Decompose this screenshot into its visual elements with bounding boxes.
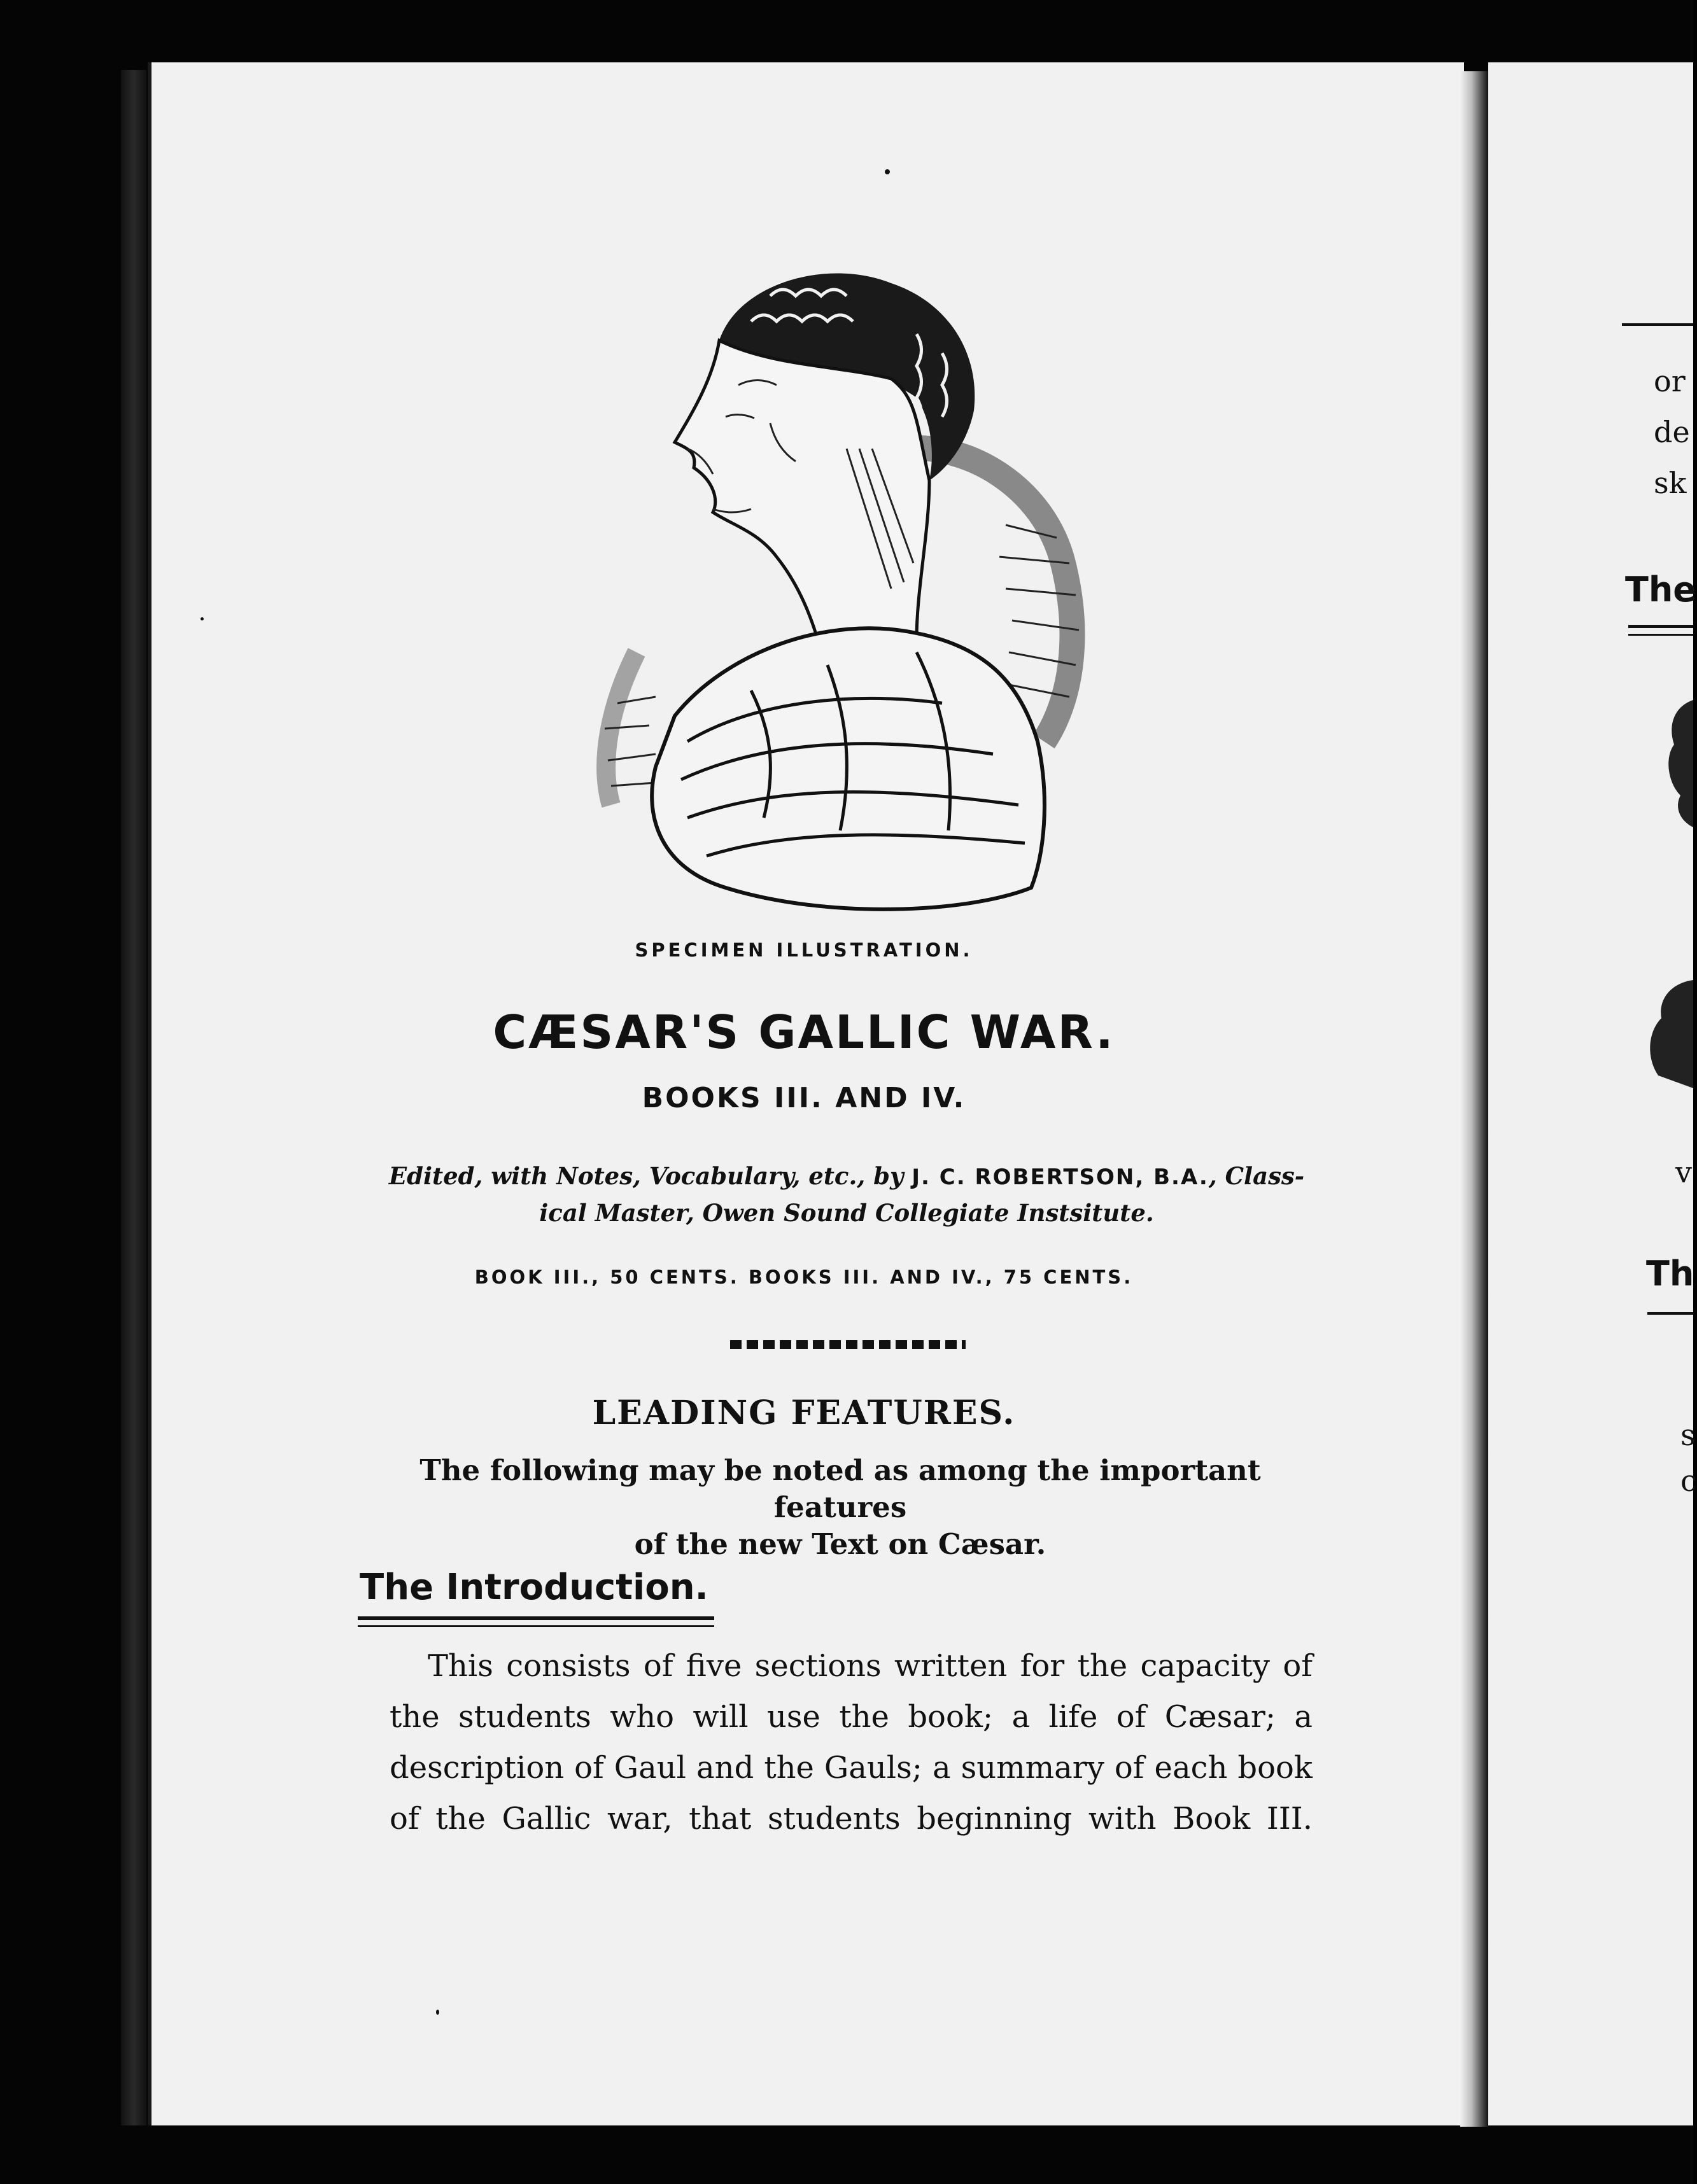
- paragraph-line: of the Gallic war, that students beginning with Book III.: [390, 1801, 1313, 1837]
- right-page-heading-rule: [1628, 634, 1693, 636]
- illustration-caption: SPECIMEN ILLUSTRATION.: [635, 939, 973, 961]
- right-page-fragment: or: [1654, 364, 1686, 398]
- right-page-fragment: s: [1680, 1418, 1696, 1452]
- book-title: CÆSAR'S GALLIC WAR.: [493, 1005, 1115, 1059]
- features-intro-line2: of the new Text on Cæsar.: [634, 1527, 1046, 1561]
- paragraph-line: description of Gaul and the Gauls; a summary of each book: [390, 1750, 1313, 1786]
- section-underline-thin: [358, 1625, 714, 1627]
- right-page-ornament-top: [1661, 700, 1693, 827]
- editor-credit-post: , Class-: [1208, 1162, 1305, 1190]
- section-underline-thick: [358, 1616, 714, 1620]
- editor-credit-pre: Edited, with Notes, Vocabulary, etc., by: [388, 1162, 912, 1190]
- editor-name: J. C. ROBERTSON, B.A.: [912, 1165, 1209, 1190]
- scan-speck: [201, 617, 204, 620]
- book-subtitle: BOOKS III. AND IV.: [642, 1082, 966, 1114]
- page-gutter: [1460, 71, 1488, 2127]
- paragraph-line: the students who will use the book; a life of Cæsar; a: [390, 1699, 1313, 1735]
- price-line: BOOK III., 50 CENTS. BOOKS III. AND IV., 75 CENTS.: [474, 1266, 1134, 1288]
- right-page-heading-rule: [1628, 625, 1693, 628]
- book-spine: [121, 70, 146, 2125]
- features-intro-line1: The following may be noted as among the important features: [419, 1453, 1261, 1524]
- right-page-fragment: sk: [1654, 466, 1687, 500]
- editor-credit: [356, 1158, 1337, 1231]
- features-intro: [356, 1452, 1324, 1563]
- right-page-top-rule: [1622, 323, 1693, 326]
- paragraph-line: This consists of five sections written for the capacity of: [428, 1648, 1313, 1684]
- caesar-portrait-illustration: [560, 258, 1133, 932]
- right-page-fragment: de: [1654, 415, 1690, 449]
- decorative-rule: [730, 1340, 966, 1349]
- scan-speck: [885, 169, 890, 174]
- right-page-ornament-bottom: [1645, 980, 1693, 1088]
- editor-credit-line2: ical Master, Owen Sound Collegiate Instsitute.: [539, 1199, 1154, 1227]
- introduction-paragraph: [390, 1641, 1313, 1844]
- right-page-heading: The: [1625, 570, 1696, 610]
- right-page-fragment: c: [1680, 1464, 1697, 1498]
- features-heading: LEADING FEATURES.: [592, 1394, 1016, 1432]
- right-page-fragment: v: [1675, 1155, 1692, 1189]
- right-page-heading-rule: [1647, 1312, 1693, 1315]
- scan-speck: [436, 2010, 439, 2015]
- section-heading: The Introduction.: [360, 1567, 708, 1608]
- face: [675, 340, 929, 652]
- right-page-heading: Th: [1646, 1254, 1694, 1294]
